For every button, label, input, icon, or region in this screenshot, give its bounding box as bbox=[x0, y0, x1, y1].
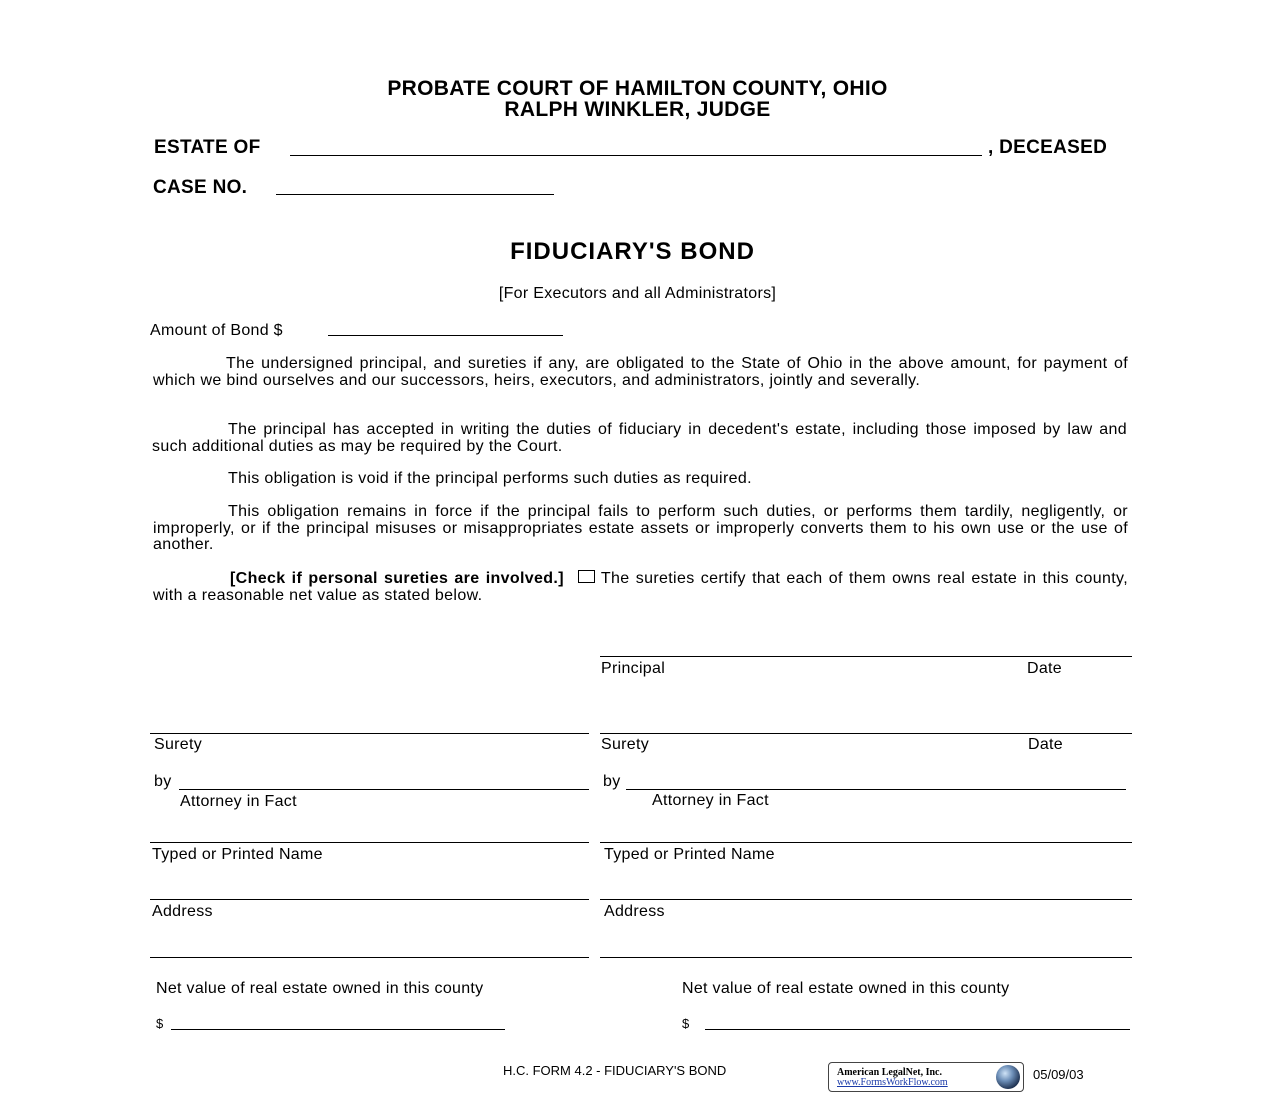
document-subtitle: [For Executors and all Administrators] bbox=[498, 285, 777, 302]
court-title: PROBATE COURT OF HAMILTON COUNTY, OHIO bbox=[387, 77, 888, 100]
by-right-label: by bbox=[603, 773, 621, 790]
dollar-left-sign: $ bbox=[156, 1016, 164, 1031]
paragraph-sureties bbox=[153, 571, 1128, 604]
typed-name-left-label: Typed or Printed Name bbox=[152, 846, 323, 863]
amount-of-bond-field[interactable] bbox=[328, 335, 563, 336]
principal-label: Principal bbox=[601, 660, 666, 677]
address-left-label: Address bbox=[152, 903, 213, 920]
logo-website-link[interactable]: www.FormsWorkFlow.com bbox=[837, 1077, 948, 1088]
globe-icon bbox=[996, 1065, 1020, 1089]
judge-name: RALPH WINKLER, JUDGE bbox=[504, 98, 771, 121]
american-legalnet-logo[interactable] bbox=[828, 1062, 1024, 1092]
paragraph-in-force: This obligation remains in force if the principal fails to perform such duties, or performs them tardily, negligently, or improperly, or if the principal misuses or misappropriates estate assets or improperly converts them to his own use or the use of another. bbox=[153, 503, 1128, 554]
amount-of-bond-label: Amount of Bond $ bbox=[150, 322, 283, 339]
document-title: FIDUCIARY'S BOND bbox=[510, 238, 755, 265]
case-number-field[interactable] bbox=[276, 194, 554, 195]
address-right-label: Address bbox=[604, 903, 665, 920]
dollar-right-sign: $ bbox=[682, 1016, 690, 1031]
attorney-right-label: Attorney in Fact bbox=[652, 792, 769, 809]
net-value-right-field[interactable] bbox=[705, 1029, 1130, 1030]
principal-signature-line[interactable] bbox=[600, 656, 1132, 657]
paragraph-obligation: The undersigned principal, and sureties if any, are obligated to the State of Ohio in the above amount, for payment of which we bind ourselves and our successors, heirs, executors, and administrators, jointly and severally. bbox=[153, 355, 1128, 389]
personal-sureties-checkbox[interactable] bbox=[578, 570, 595, 583]
attorney-left-signature-line[interactable] bbox=[179, 789, 589, 790]
address-right-line-2[interactable] bbox=[600, 957, 1132, 958]
typed-name-right-label: Typed or Printed Name bbox=[604, 846, 775, 863]
typed-name-right-line[interactable] bbox=[600, 842, 1132, 843]
surety-right-signature-line[interactable] bbox=[600, 733, 1132, 734]
surety-date-label: Date bbox=[1028, 736, 1063, 753]
form-revision-date: 05/09/03 bbox=[1033, 1067, 1084, 1082]
surety-left-signature-line[interactable] bbox=[150, 733, 589, 734]
paragraph-void: This obligation is void if the principal performs such duties as required. bbox=[228, 470, 752, 487]
surety-left-label: Surety bbox=[154, 736, 203, 753]
surety-right-label: Surety bbox=[601, 736, 650, 753]
case-number-label: CASE NO. bbox=[153, 177, 248, 198]
attorney-right-signature-line[interactable] bbox=[626, 789, 1126, 790]
form-number: H.C. FORM 4.2 - FIDUCIARY'S BOND bbox=[503, 1063, 727, 1078]
by-left-label: by bbox=[154, 773, 172, 790]
net-value-right-label: Net value of real estate owned in this county bbox=[682, 980, 1010, 997]
attorney-left-label: Attorney in Fact bbox=[180, 793, 297, 810]
address-left-line-2[interactable] bbox=[150, 957, 589, 958]
deceased-label: , DECEASED bbox=[988, 137, 1108, 158]
logo-company-name: American LegalNet, Inc. bbox=[837, 1067, 942, 1078]
sureties-certification-text: The sureties certify that each of them owns real estate in this county, with a reasonable net value as stated below. bbox=[153, 570, 1128, 604]
principal-date-label: Date bbox=[1027, 660, 1062, 677]
net-value-left-field[interactable] bbox=[171, 1029, 505, 1030]
check-sureties-instruction: [Check if personal sureties are involved.] bbox=[230, 570, 564, 587]
typed-name-left-line[interactable] bbox=[150, 842, 589, 843]
address-right-line[interactable] bbox=[600, 899, 1132, 900]
paragraph-duties: The principal has accepted in writing the duties of fiduciary in decedent's estate, including those imposed by law and such additional duties as may be required by the Court. bbox=[152, 421, 1127, 455]
estate-label: ESTATE OF bbox=[154, 137, 261, 158]
address-left-line[interactable] bbox=[150, 899, 589, 900]
estate-name-field[interactable] bbox=[290, 155, 982, 156]
net-value-left-label: Net value of real estate owned in this county bbox=[156, 980, 484, 997]
